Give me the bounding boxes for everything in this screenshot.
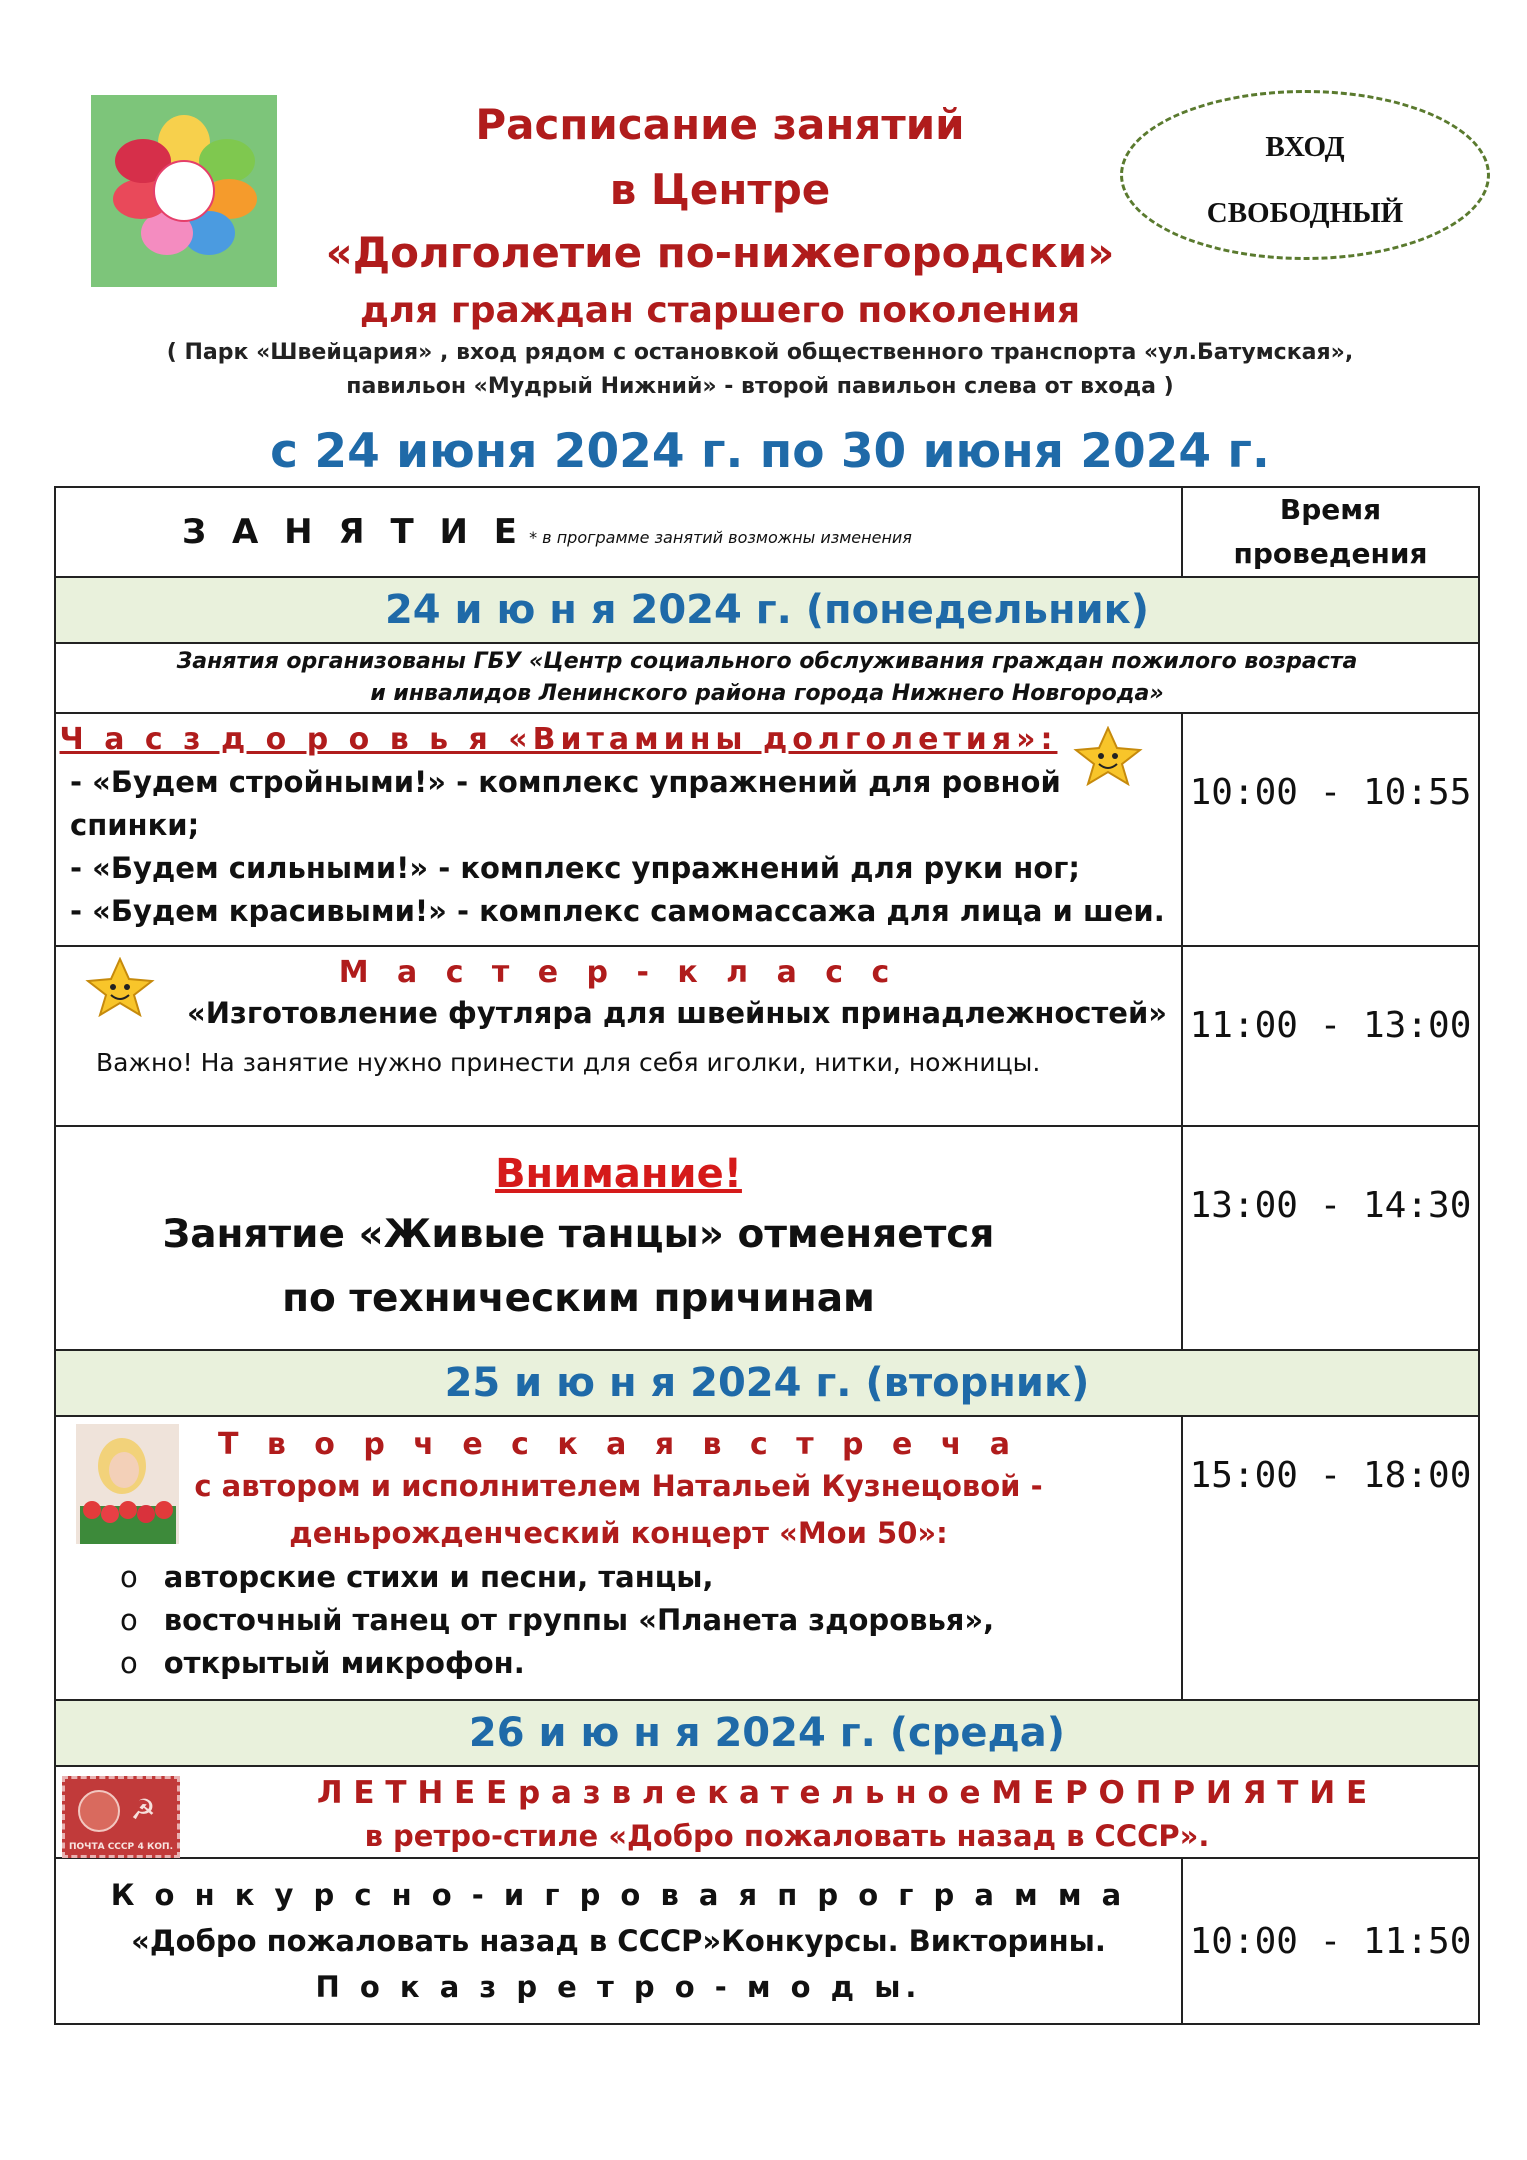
list-item: o авторские стихи и песни, танцы,	[120, 1560, 714, 1594]
event-line: с автором и исполнителем Натальей Кузнецовой -	[194, 1469, 1043, 1503]
ussr-stamp-image	[62, 1776, 180, 1858]
flower-logo-icon	[91, 95, 277, 287]
event-health-hour	[55, 713, 1182, 946]
time-header-line-1: Время	[1279, 493, 1382, 526]
time-column-header	[1182, 487, 1479, 577]
event-body	[70, 761, 1167, 933]
smiling-star-icon	[1068, 726, 1148, 786]
table-header-row	[55, 487, 1479, 577]
activity-column-header	[55, 487, 1182, 577]
event-line: - «Будем красивыми!» - комплекс самомассажа для лица и шеи.	[70, 894, 1165, 928]
banner-line-2: в ретро-стиле «Добро пожаловать назад в СССР».	[364, 1819, 1210, 1853]
event-line: К о н к у р с н о - и г р о в а я п р о г р а м м а	[110, 1878, 1127, 1912]
event-time: 11:00 - 13:00	[1182, 946, 1479, 1126]
list-item: o открытый микрофон.	[120, 1646, 525, 1680]
smiling-star-icon	[80, 957, 160, 1017]
entry-badge-line-2: СВОБОДНЫЙ	[1206, 197, 1404, 229]
table-row	[55, 1416, 1479, 1700]
day-title: 25 и ю н я 2024 г. (вторник)	[55, 1350, 1479, 1416]
schedule-table	[54, 486, 1480, 2025]
entry-badge-line-1: ВХОД	[1265, 131, 1345, 163]
event-line: П о к а з р е т р о - м о д ы.	[315, 1970, 922, 2004]
event-retro-program	[55, 1858, 1182, 2024]
stamp-text: ПОЧТА СССР	[69, 1842, 135, 1852]
event-line: - «Будем стройными!» - комплекс упражнений для ровной	[70, 765, 1061, 799]
activity-header-note: * в программе занятий возможны изменения	[529, 528, 912, 547]
event-time: 15:00 - 18:00	[1182, 1416, 1479, 1700]
title-line-2: в Центре	[609, 165, 831, 214]
center-logo	[91, 95, 277, 287]
day-title: 26 и ю н я 2024 г. (среда)	[55, 1700, 1479, 1766]
table-row	[55, 946, 1479, 1126]
svg-text:☭: ☭	[130, 1793, 156, 1826]
event-note: Важно! На занятие нужно принести для себя иголки, нитки, ножницы.	[96, 1048, 1041, 1077]
notice-line: Занятие «Живые танцы» отменяется	[162, 1212, 995, 1257]
event-line: спинки;	[70, 808, 200, 842]
event-heading: Ч а с з д о р о в ь я «Витамины долголетия»:	[59, 722, 1058, 757]
time-header-line-2: проведения	[1233, 537, 1428, 570]
summer-event-banner	[55, 1766, 1479, 1858]
title-line-1: Расписание занятий	[475, 100, 965, 149]
address-line-2: павильон «Мудрый Нижний» - второй павильон слева от входа )	[346, 374, 1174, 399]
banner-line-1: Л Е Т Н Е Е р а з в л е к а т е л ь н о е М Е Р О П Р И Я Т И Е	[316, 1775, 1368, 1811]
event-time: 13:00 - 14:30	[1182, 1126, 1479, 1350]
day-title: 24 и ю н я 2024 г. (понедельник)	[55, 577, 1479, 643]
list-item: o восточный танец от группы «Планета здоровья»,	[120, 1603, 995, 1637]
event-heading: М а с т е р - к л а с с	[338, 955, 899, 990]
performer-photo	[76, 1424, 179, 1544]
day-row-wednesday	[55, 1700, 1479, 1766]
entry-free-badge	[1120, 90, 1490, 260]
event-heading: Т в о р ч е с к а я в с т р е ч а	[217, 1427, 1020, 1462]
notice-line: по техническим причинам	[282, 1276, 875, 1321]
address-line-1: ( Парк «Швейцария» , вход рядом с остановкой общественного транспорта «ул.Батумская»,	[166, 340, 1354, 365]
event-master-class	[55, 946, 1182, 1126]
event-bullets	[70, 1556, 1167, 1685]
event-cancel-notice	[55, 1126, 1182, 1350]
attention-heading: Внимание!	[495, 1151, 742, 1197]
organizer-row	[55, 643, 1479, 713]
stamp-value: 4 КОП.	[137, 1842, 173, 1852]
table-row	[55, 713, 1479, 946]
organizer-text	[55, 643, 1479, 713]
event-time: 10:00 - 11:50	[1182, 1858, 1479, 2024]
event-line: - «Будем сильными!» - комплекс упражнений для руки ног;	[70, 851, 1081, 885]
event-time: 10:00 - 10:55	[1182, 713, 1479, 946]
day-row-monday	[55, 577, 1479, 643]
title-line-4: для граждан старшего поколения	[359, 290, 1081, 331]
day-row-tuesday	[55, 1350, 1479, 1416]
event-creative-meeting	[55, 1416, 1182, 1700]
event-line: деньрожденческий концерт «Мои 50»:	[289, 1516, 948, 1550]
table-row	[55, 1858, 1479, 2024]
event-subtitle: «Изготовление футляра для швейных принадлежностей»	[187, 996, 1167, 1030]
table-row	[55, 1126, 1479, 1350]
portrait-image	[76, 1424, 179, 1544]
table-row	[55, 1766, 1479, 1858]
organizer-line-1: Занятия организованы ГБУ «Центр социального обслуживания граждан пожилого возраста	[176, 649, 1358, 674]
organizer-line-2: и инвалидов Ленинского района города Нижнего Новгорода»	[370, 681, 1164, 706]
title-line-3: «Долголетие по-нижегородски»	[325, 228, 1115, 277]
event-line: «Добро пожаловать назад в СССР»Конкурсы. Викторины.	[131, 1924, 1106, 1958]
activity-header-label: З А Н Я Т И Е	[182, 512, 524, 552]
schedule-period: с 24 июня 2024 г. по 30 июня 2024 г.	[270, 424, 1270, 479]
